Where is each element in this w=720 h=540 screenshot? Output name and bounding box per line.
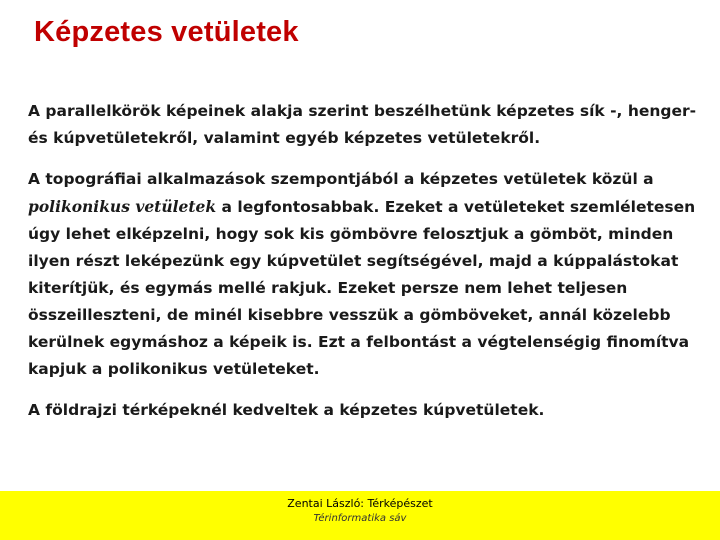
footer-department: Térinformatika sáv [313, 513, 407, 524]
paragraph-polyconic [28, 166, 700, 383]
emphasis-polyconic-projections: polikonikus vetületek [28, 197, 217, 216]
paragraph-polyconic-intro: A topográfiai alkalmazások szempontjából a képzetes vetületek közül a [28, 170, 654, 188]
slide-title: Képzetes vetületek [34, 16, 299, 48]
paragraph-projection-types: A parallelkörök képeinek alakja szerint beszélhetünk képzetes sík -, henger- és kúpvetületekről, valamint egyéb képzetes vetületekről. [28, 102, 697, 147]
paragraph-geographic-maps: A földrajzi térképeknél kedveltek a képzetes kúpvetületek. [28, 401, 545, 419]
footer-bar [0, 491, 720, 540]
slide-body [28, 98, 700, 424]
footer-author: Zentai László: Térképészet [287, 497, 433, 510]
paragraph-polyconic-body: a legfontosabbak. Ezeket a vetületeket szemléletesen úgy lehet elképzelni, hogy sok kis gömbövre felosztjuk a gömböt, minden ilyen részt leképezünk egy kúpvetület segítségével, majd a kúppalástokat kiterítjük, és egymás mellé rakjuk. Ezeket persze nem lehet teljesen összeilleszteni, de minél kisebbre vesszük a gömböveket, annál közelebb kerülnek egymáshoz a képeik is. Ezt a felbontást a végtelenségig finomítva kapjuk a polikonikus vetületeket. [28, 198, 696, 378]
